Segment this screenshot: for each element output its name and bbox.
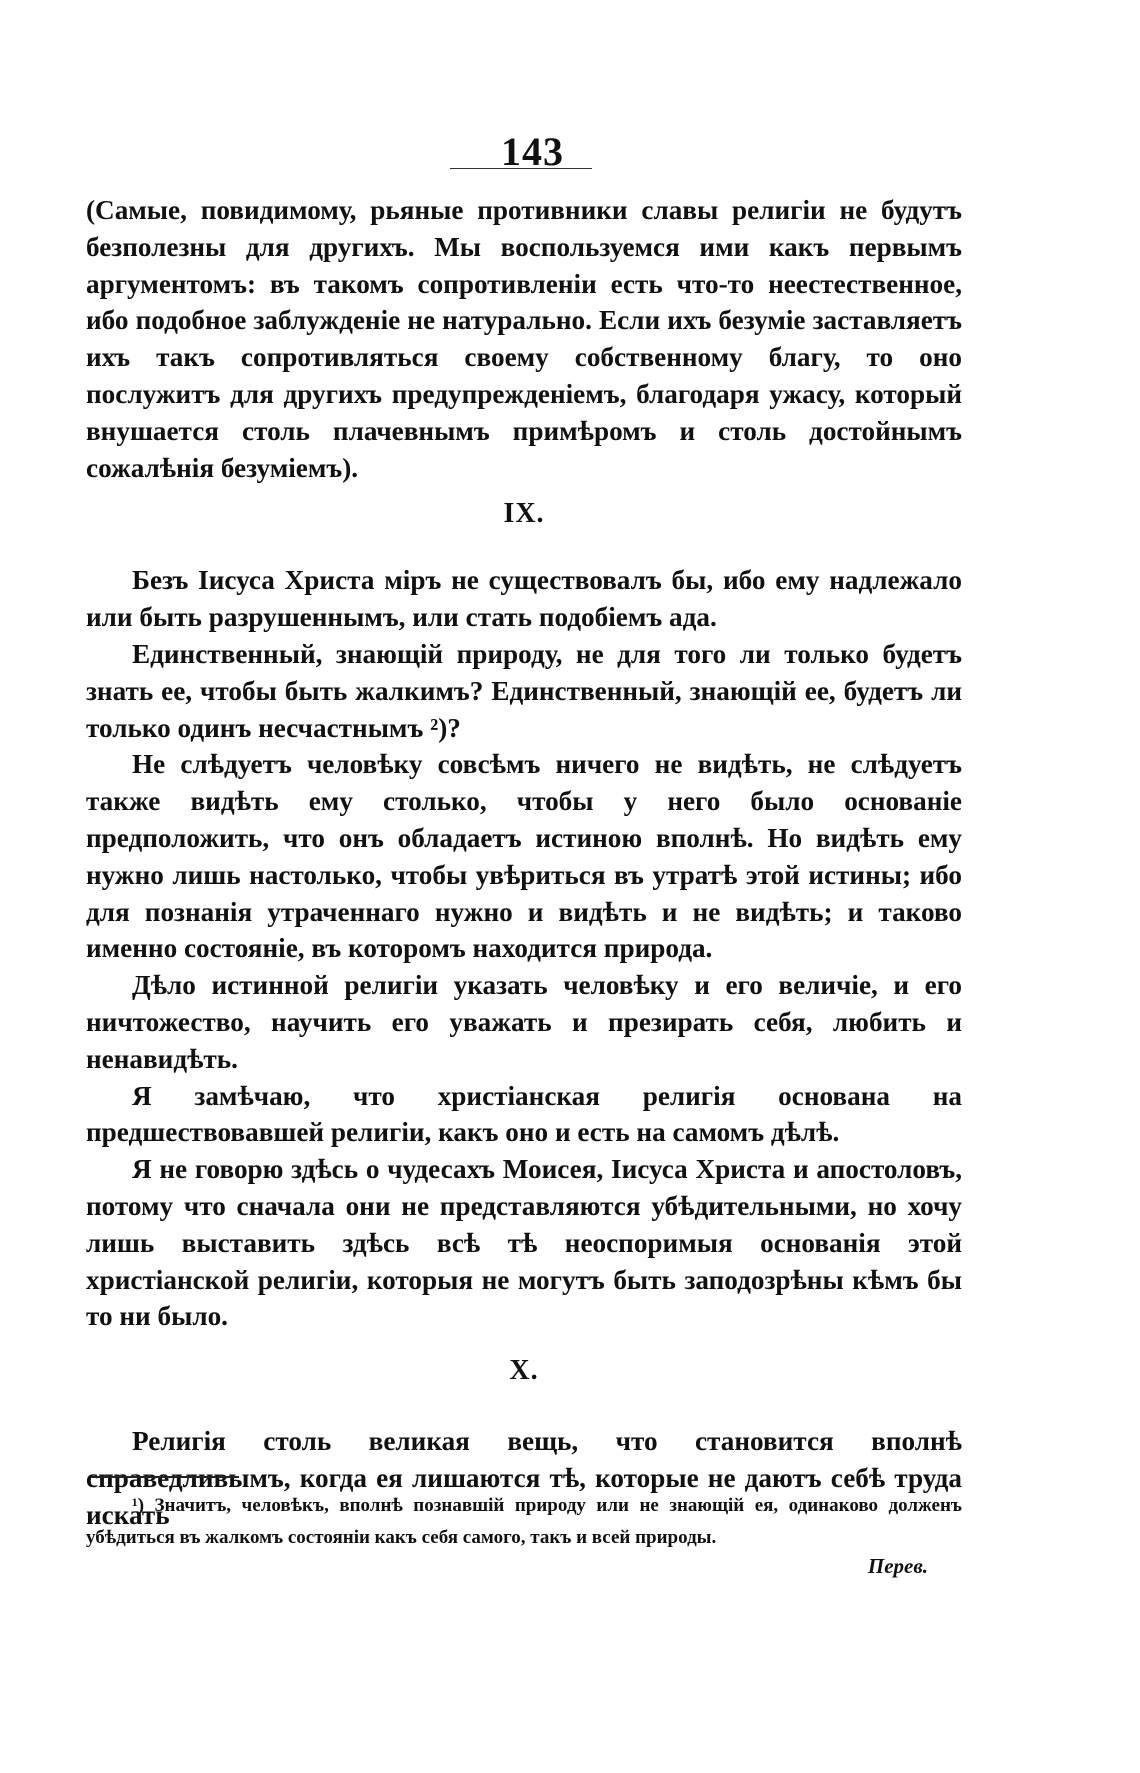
translator-note: Перев.: [867, 1554, 928, 1578]
paragraph: Религія столь великая вещь, что становится вполнѣ справедливымъ, когда ея лишаются тѣ, которые не даютъ себѣ труда искать: [86, 1426, 962, 1530]
page-number-rule: [450, 168, 592, 169]
paragraph: Я замѣчаю, что христіанская религія основана на предшествовавшей религіи, какъ оно и есть на самомъ дѣлѣ.: [86, 1080, 962, 1148]
paragraph: Не слѣдуетъ человѣку совсѣмъ ничего не видѣть, не слѣдуетъ также видѣть ему столько, чтобы у него было основаніе предположить, что онъ обладаетъ истиною вполнѣ. Но видѣть ему нужно лишь настолько, чтобы увѣриться въ утратѣ этой истины; ибо для познанія утраченнаго нужно и видѣть и не видѣть; и таково именно состояніе, въ которомъ находится природа.: [86, 749, 962, 964]
main-text: [86, 192, 962, 1534]
paragraph: Я не говорю здѣсь о чудесахъ Моисея, Іисуса Христа и апостоловъ, потому что сначала они не представляются убѣдительными, но хочу лишь выставить здѣсь всѣ тѣ неоспоримыя основанія этой христіанской религіи, которыя не могутъ быть заподозрѣны кѣмъ бы то ни было.: [86, 1154, 962, 1332]
paragraph: Дѣло истинной религіи указать человѣку и его величіе, и его ничтожество, научить его уважать и презирать себя, любить и ненавидѣть.: [86, 970, 962, 1074]
paragraph: Единственный, знающій природу, не для того ли только будетъ знать ее, чтобы быть жалкимъ? Единственный, знающій ее, будетъ ли только одинъ несчастнымъ ²)?: [86, 638, 962, 743]
section-heading-ix: IX.: [503, 498, 545, 530]
footnote-divider: [91, 1476, 239, 1478]
page-number: 143: [501, 129, 564, 174]
paragraph: Безъ Іисуса Христа міръ не существовалъ бы, ибо ему надлежало или быть разрушеннымъ, или стать подобіемъ ада.: [86, 565, 962, 633]
paragraph-opening: (Самые, повидимому, рьяные противники славы религіи не будутъ безполезны для другихъ. Мы воспользуемся ими какъ первымъ аргументомъ: въ такомъ сопротивленіи есть что-то неестественное, ибо подобное заблужденіе не натурально. Если ихъ безуміе заставляетъ ихъ такъ сопротивляться своему собственному благу, то оно послужитъ для другихъ предупрежденіемъ, благодаря ужасу, который внушается столь плачевнымъ примѣромъ и столь достойнымъ сожалѣнія безуміемъ).: [86, 195, 962, 483]
section-heading-x: X.: [509, 1355, 539, 1387]
footnote: ¹) Значитъ, человѣкъ, вполнѣ познавшій природу или не знающій ея, одинаково долженъ убѣдиться въ жалкомъ состояніи какъ себя самого, такъ и всей природы.: [86, 1495, 962, 1548]
